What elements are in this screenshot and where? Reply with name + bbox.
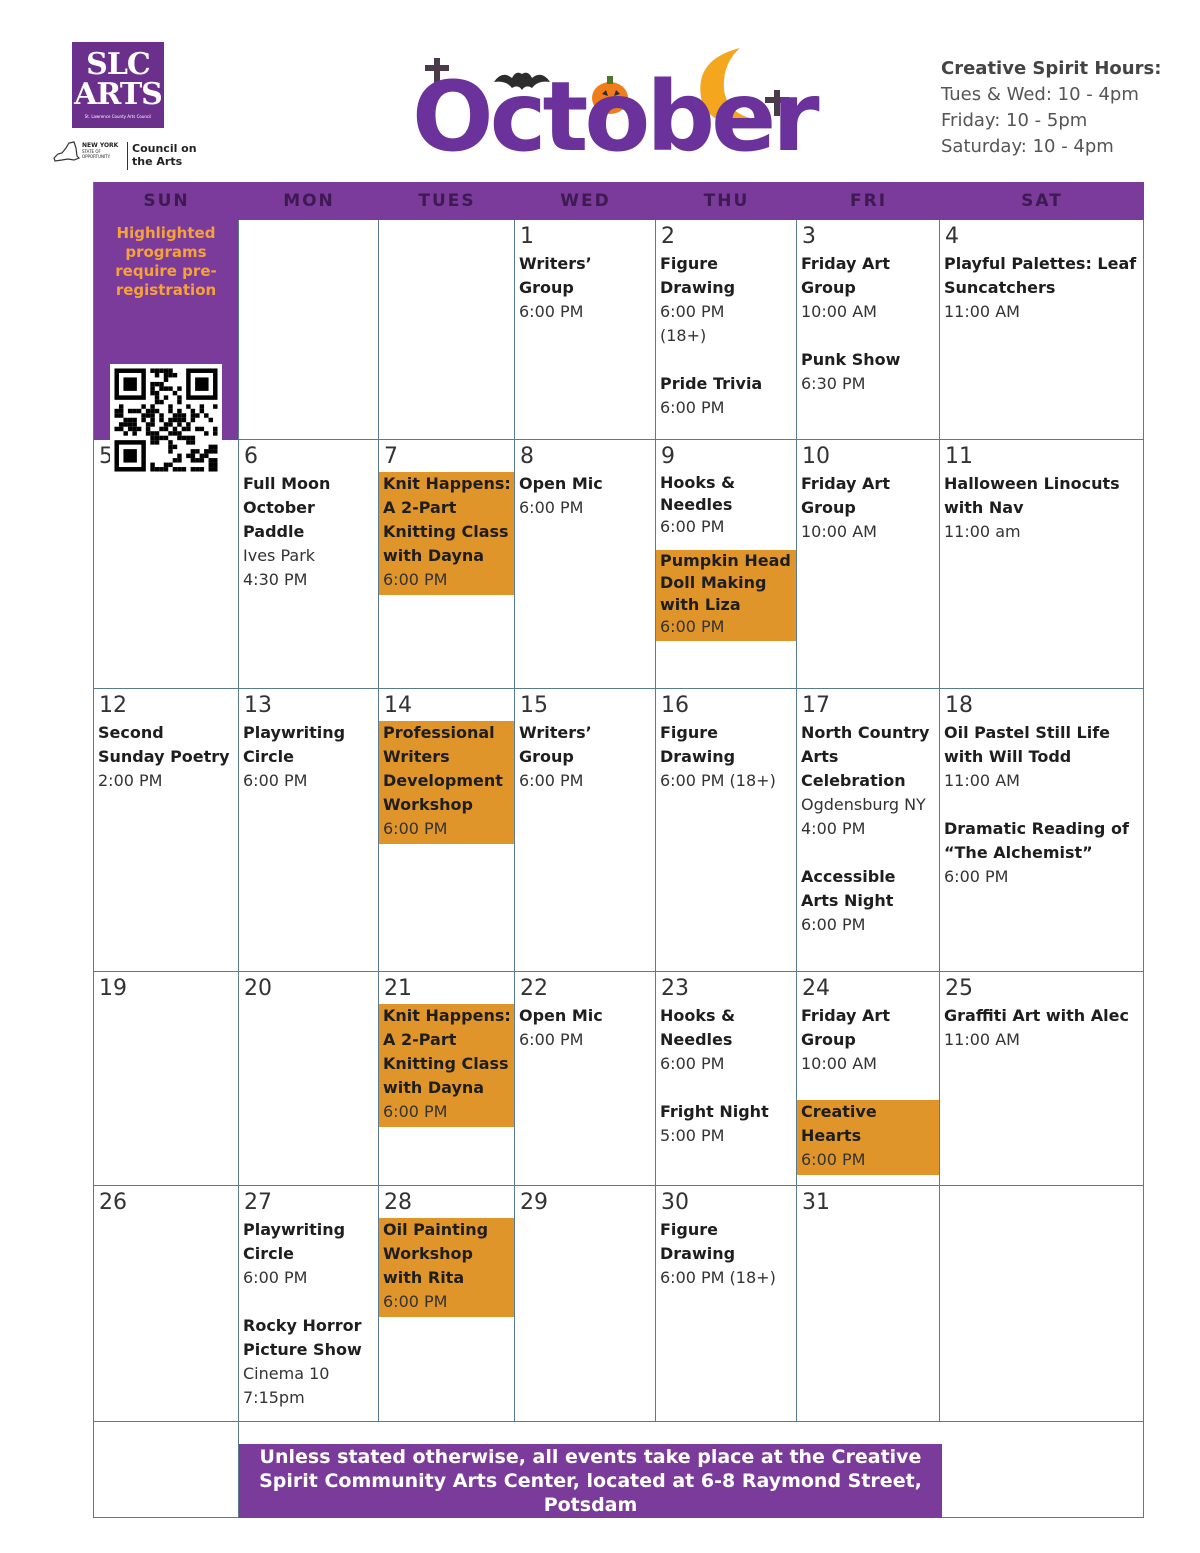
day-cell-4 [940, 220, 1144, 440]
event-detail: 6:00 PM [383, 570, 448, 589]
day-cell-7 [379, 440, 515, 689]
event-title: Playwriting Circle [243, 1220, 346, 1263]
event-title: North Country Arts Celebration [801, 723, 930, 790]
event-list [660, 721, 793, 793]
day-number: 30 [661, 1190, 689, 1215]
event-title: Friday Art Group [801, 1006, 890, 1049]
day-number: 28 [384, 1190, 412, 1215]
event-detail: 6:00 PM [801, 1150, 866, 1169]
day-number: 23 [661, 976, 689, 1001]
event [243, 1218, 375, 1290]
day-number: 5 [99, 444, 113, 469]
event-title: Playwriting Circle [243, 723, 346, 766]
event-list [383, 721, 511, 844]
weekday-header-thu: THU [656, 182, 797, 220]
day-cell-17 [797, 689, 940, 972]
event-title: Writers’ Group [519, 723, 592, 766]
event-list [944, 472, 1140, 544]
day-number: 19 [99, 976, 127, 1001]
event-detail: 6:00 PM [660, 302, 725, 321]
event [801, 472, 936, 544]
day-number: 6 [244, 444, 258, 469]
day-cell-26 [94, 1186, 239, 1422]
weekday-header-wed: WED [515, 182, 656, 220]
event-title: Knit Happens: A 2-Part Knitting Class with Dayna [383, 474, 511, 565]
day-cell-28 [379, 1186, 515, 1422]
day-number: 25 [945, 976, 973, 1001]
day-cell-1 [515, 220, 656, 440]
event-detail: 4:30 PM [243, 570, 308, 589]
event-title: Figure Drawing [660, 723, 736, 766]
event-detail: 11:00 AM [944, 1030, 1020, 1049]
event-title: Pride Trivia [660, 374, 763, 393]
event [660, 372, 793, 420]
event [801, 1004, 936, 1076]
event-list [243, 472, 375, 592]
event-list [944, 1004, 1140, 1052]
day-cell-18 [940, 689, 1144, 972]
event-title: Oil Painting Workshop with Rita [383, 1220, 489, 1287]
calendar-grid [93, 182, 1143, 1518]
day-cell-11 [940, 440, 1144, 689]
hours-block [941, 56, 1181, 160]
event-title: Dramatic Reading of “The Alchemist” [944, 819, 1129, 862]
event-detail: 6:00 PM [383, 1292, 448, 1311]
day-cell-12 [94, 689, 239, 972]
event [944, 472, 1140, 544]
day-number: 29 [520, 1190, 548, 1215]
nys-name-text: NEW YORK [82, 142, 119, 149]
event-list [519, 472, 652, 520]
event [801, 252, 936, 324]
hours-line: Friday: 10 - 5pm [941, 110, 1088, 131]
event-detail: 4:00 PM [801, 819, 866, 838]
empty-footer-cell [94, 1422, 239, 1518]
location-footer-banner: Unless stated otherwise, all events take place at the Creative Spirit Community Arts Center, located at 6-8 Raymond Street, Potsdam [239, 1444, 942, 1518]
logo-subtitle: St. Lawrence County Arts Council [84, 114, 152, 119]
day-cell-3 [797, 220, 940, 440]
event [660, 1218, 793, 1290]
day-cell-24 [797, 972, 940, 1186]
day-number: 7 [384, 444, 398, 469]
day-number: 18 [945, 693, 973, 718]
highlighted-event [797, 1100, 939, 1175]
event [243, 472, 375, 592]
day-number: 11 [945, 444, 973, 469]
day-cell-20 [239, 972, 379, 1186]
event-list [519, 252, 652, 324]
event-detail: 6:00 PM [243, 1268, 308, 1287]
day-number: 1 [520, 224, 534, 249]
event-title: Hooks & Needles [660, 473, 736, 514]
event-detail: Cinema 10 [243, 1364, 330, 1383]
hours-title: Creative Spirit Hours: [941, 58, 1162, 79]
month-title: October [412, 61, 816, 173]
hours-line: Saturday: 10 - 4pm [941, 136, 1114, 157]
event [660, 252, 793, 348]
day-number: 20 [244, 976, 272, 1001]
event-title: Figure Drawing [660, 254, 736, 297]
event-detail: 6:30 PM [801, 374, 866, 393]
event [944, 1004, 1140, 1052]
event-list [519, 1004, 652, 1052]
day-cell-30 [656, 1186, 797, 1422]
event-title: Graffiti Art with Alec [944, 1006, 1129, 1025]
day-cell-27 [239, 1186, 379, 1422]
day-number: 24 [802, 976, 830, 1001]
event-title: Pumpkin Head Doll Making with Liza [660, 551, 791, 614]
event-detail: 10:00 AM [801, 522, 877, 541]
event-list [383, 1004, 511, 1127]
day-cell-6 [239, 440, 379, 689]
event-detail: 6:00 PM [383, 819, 448, 838]
day-number: 31 [802, 1190, 830, 1215]
event-detail: 11:00 am [944, 522, 1021, 541]
event-list [801, 721, 936, 937]
day-cell-8 [515, 440, 656, 689]
event-list [660, 1004, 793, 1148]
event-detail: 6:00 PM [660, 517, 725, 536]
event-detail: 6:00 PM [660, 1054, 725, 1073]
event-list [660, 1218, 793, 1290]
event-detail: Ogdensburg NY [801, 795, 926, 814]
event [98, 721, 235, 793]
event-detail: 6:00 PM [383, 1102, 448, 1121]
event [944, 721, 1140, 793]
event-detail: 11:00 AM [944, 302, 1020, 321]
logo-text-slc: SLC [86, 47, 150, 82]
day-cell-23 [656, 972, 797, 1186]
day-number: 12 [99, 693, 127, 718]
event [519, 252, 652, 324]
event [519, 721, 652, 793]
weekday-header-tues: TUES [379, 182, 515, 220]
day-cell-10 [797, 440, 940, 689]
day-number: 14 [384, 693, 412, 718]
event-detail: Ives Park [243, 546, 316, 565]
day-number: 8 [520, 444, 534, 469]
event-title: Professional Writers Development Workshop [383, 723, 503, 814]
event-detail: 6:00 PM [660, 617, 725, 636]
hours-line: Tues & Wed: 10 - 4pm [941, 84, 1139, 105]
event-title: Second Sunday Poetry [98, 723, 230, 766]
event-list [519, 721, 652, 793]
event [519, 472, 652, 520]
event-list [383, 472, 511, 595]
event-title: Friday Art Group [801, 254, 890, 297]
day-number: 15 [520, 693, 548, 718]
event-title: Punk Show [801, 350, 901, 369]
nys-tagline: STATE OF OPPORTUNITY. [82, 149, 111, 159]
event-detail: 6:00 PM [243, 771, 308, 790]
day-number: 22 [520, 976, 548, 1001]
highlighted-event [379, 472, 514, 595]
event-title: Accessible Arts Night [801, 867, 896, 910]
nys-name [82, 143, 126, 159]
event-detail: 6:00 PM [519, 771, 584, 790]
event-title: Open Mic [519, 1006, 603, 1025]
day-number: 27 [244, 1190, 272, 1215]
day-cell-22 [515, 972, 656, 1186]
day-number: 16 [661, 693, 689, 718]
event-detail: 7:15pm [243, 1388, 305, 1407]
highlighted-event [656, 550, 796, 641]
event-detail: 6:00 PM [519, 1030, 584, 1049]
event-title: Creative Hearts [801, 1102, 877, 1145]
event-list [944, 252, 1140, 324]
highlighted-event [379, 1218, 514, 1317]
event [801, 348, 936, 396]
event-detail: (18+) [660, 326, 707, 345]
nys-council-logo [52, 140, 202, 172]
event-title: Hooks & Needles [660, 1006, 736, 1049]
day-cell-5 [94, 440, 239, 689]
event-list [944, 721, 1140, 889]
day-number: 9 [661, 444, 675, 469]
empty-footer-cell [940, 1422, 1144, 1518]
event-detail: 11:00 AM [944, 771, 1020, 790]
event-detail: 5:00 PM [660, 1126, 725, 1145]
day-number: 13 [244, 693, 272, 718]
event-detail: 10:00 AM [801, 1054, 877, 1073]
event-title: Full Moon October Paddle [243, 474, 331, 541]
event [944, 252, 1140, 324]
event [660, 1100, 793, 1148]
event-title: Playful Palettes: Leaf Suncatchers [944, 254, 1137, 297]
event-title: Figure Drawing [660, 1220, 736, 1263]
event-list [243, 721, 375, 793]
day-number: 21 [384, 976, 412, 1001]
event-detail: 6:00 PM [944, 867, 1009, 886]
event-detail: 10:00 AM [801, 302, 877, 321]
event-title: Friday Art Group [801, 474, 890, 517]
event-list [801, 1004, 936, 1175]
event-detail: 6:00 PM (18+) [660, 771, 776, 790]
day-cell-15 [515, 689, 656, 972]
day-cell-16 [656, 689, 797, 972]
event [660, 472, 793, 538]
event [243, 721, 375, 793]
qr-code-icon[interactable] [110, 364, 222, 476]
day-number: 3 [802, 224, 816, 249]
new-york-state-icon [52, 140, 82, 164]
day-cell-21 [379, 972, 515, 1186]
day-number: 26 [99, 1190, 127, 1215]
event [660, 1004, 793, 1076]
event-detail: 6:00 PM [519, 302, 584, 321]
event [801, 721, 936, 841]
day-cell-2 [656, 220, 797, 440]
slc-arts-logo [72, 42, 164, 128]
event-detail: 6:00 PM [519, 498, 584, 517]
event [660, 721, 793, 793]
event-detail: 6:00 PM [801, 915, 866, 934]
event-title: Knit Happens: A 2-Part Knitting Class with Dayna [383, 1006, 511, 1097]
event-list [660, 472, 793, 641]
weekday-header-mon: MON [239, 182, 379, 220]
highlighted-event [379, 1004, 514, 1127]
event [243, 1314, 375, 1410]
event-title: Halloween Linocuts with Nav [944, 474, 1120, 517]
event-title: Oil Pastel Still Life with Will Todd [944, 723, 1110, 766]
event-list [98, 721, 235, 793]
day-cell-9 [656, 440, 797, 689]
event-list [660, 252, 793, 420]
day-cell-14 [379, 689, 515, 972]
event-list [243, 1218, 375, 1410]
day-number: 10 [802, 444, 830, 469]
event [944, 817, 1140, 889]
event-detail: 6:00 PM [660, 398, 725, 417]
empty-day-cell [379, 220, 515, 440]
day-number: 17 [802, 693, 830, 718]
registration-note-text: Highlighted programs require pre-registration [115, 224, 217, 299]
empty-day-cell [239, 220, 379, 440]
day-cell-31 [797, 1186, 940, 1422]
event-list [801, 472, 936, 544]
event-detail: 2:00 PM [98, 771, 163, 790]
day-cell-29 [515, 1186, 656, 1422]
weekday-header-sun: SUN [94, 182, 239, 220]
day-number: 2 [661, 224, 675, 249]
day-cell-13 [239, 689, 379, 972]
logo-divider [127, 142, 128, 170]
day-cell-25 [940, 972, 1144, 1186]
event-list [801, 252, 936, 396]
day-number: 4 [945, 224, 959, 249]
empty-day-cell [940, 1186, 1144, 1422]
weekday-header-sat: SAT [940, 182, 1144, 220]
council-on-the-arts-text: Council on the Arts [132, 142, 197, 168]
event [801, 865, 936, 937]
event-title: Fright Night [660, 1102, 769, 1121]
event-list [383, 1218, 511, 1317]
event-title: Rocky Horror Picture Show [243, 1316, 362, 1359]
day-cell-19 [94, 972, 239, 1186]
event-detail: 6:00 PM (18+) [660, 1268, 776, 1287]
event [519, 1004, 652, 1052]
logo-text-arts: ARTS [74, 77, 162, 112]
event-title: Writers’ Group [519, 254, 592, 297]
weekday-header-fri: FRI [797, 182, 940, 220]
registration-note [94, 220, 238, 440]
event-title: Open Mic [519, 474, 603, 493]
highlighted-event [379, 721, 514, 844]
